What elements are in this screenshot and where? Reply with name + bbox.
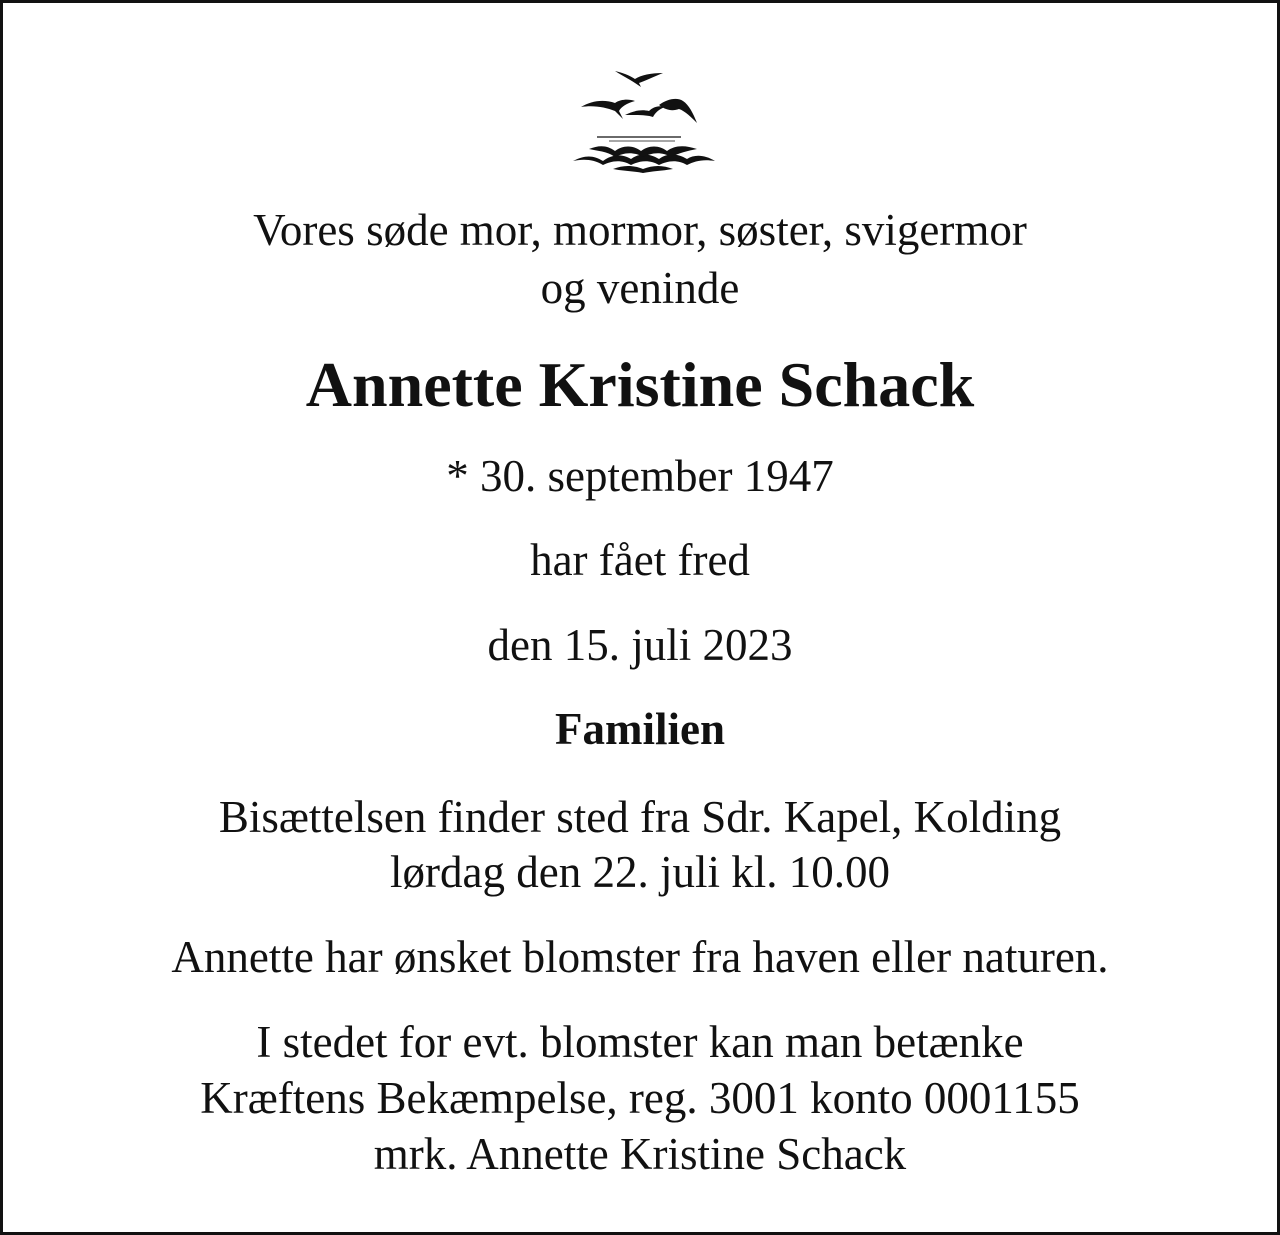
intro-line-2: og veninde <box>540 263 740 313</box>
deceased-name: Annette Kristine Schack <box>305 349 975 420</box>
signature: Familien <box>555 704 725 754</box>
passed-away-text: har fået fred <box>530 535 750 585</box>
funeral-line-2: lørdag den 22. juli kl. 10.00 <box>390 847 890 897</box>
donation-line-2: Kræftens Bekæmpelse, reg. 3001 konto 0001155 <box>200 1073 1080 1123</box>
donation-line-3: mrk. Annette Kristine Schack <box>373 1129 907 1179</box>
flowers-note: Annette har ønsket blomster fra haven eller naturen. <box>171 932 1109 982</box>
death-date: den 15. juli 2023 <box>487 620 793 670</box>
funeral-line-1: Bisættelsen finder sted fra Sdr. Kapel, Kolding <box>218 792 1062 842</box>
donation-line-1: I stedet for evt. blomster kan man betænke <box>256 1017 1024 1067</box>
intro-line-1: Vores søde mor, mormor, søster, svigermor <box>253 205 1027 255</box>
seagulls-over-waves-icon <box>563 61 723 173</box>
birth-date: * 30. september 1947 <box>446 451 834 501</box>
